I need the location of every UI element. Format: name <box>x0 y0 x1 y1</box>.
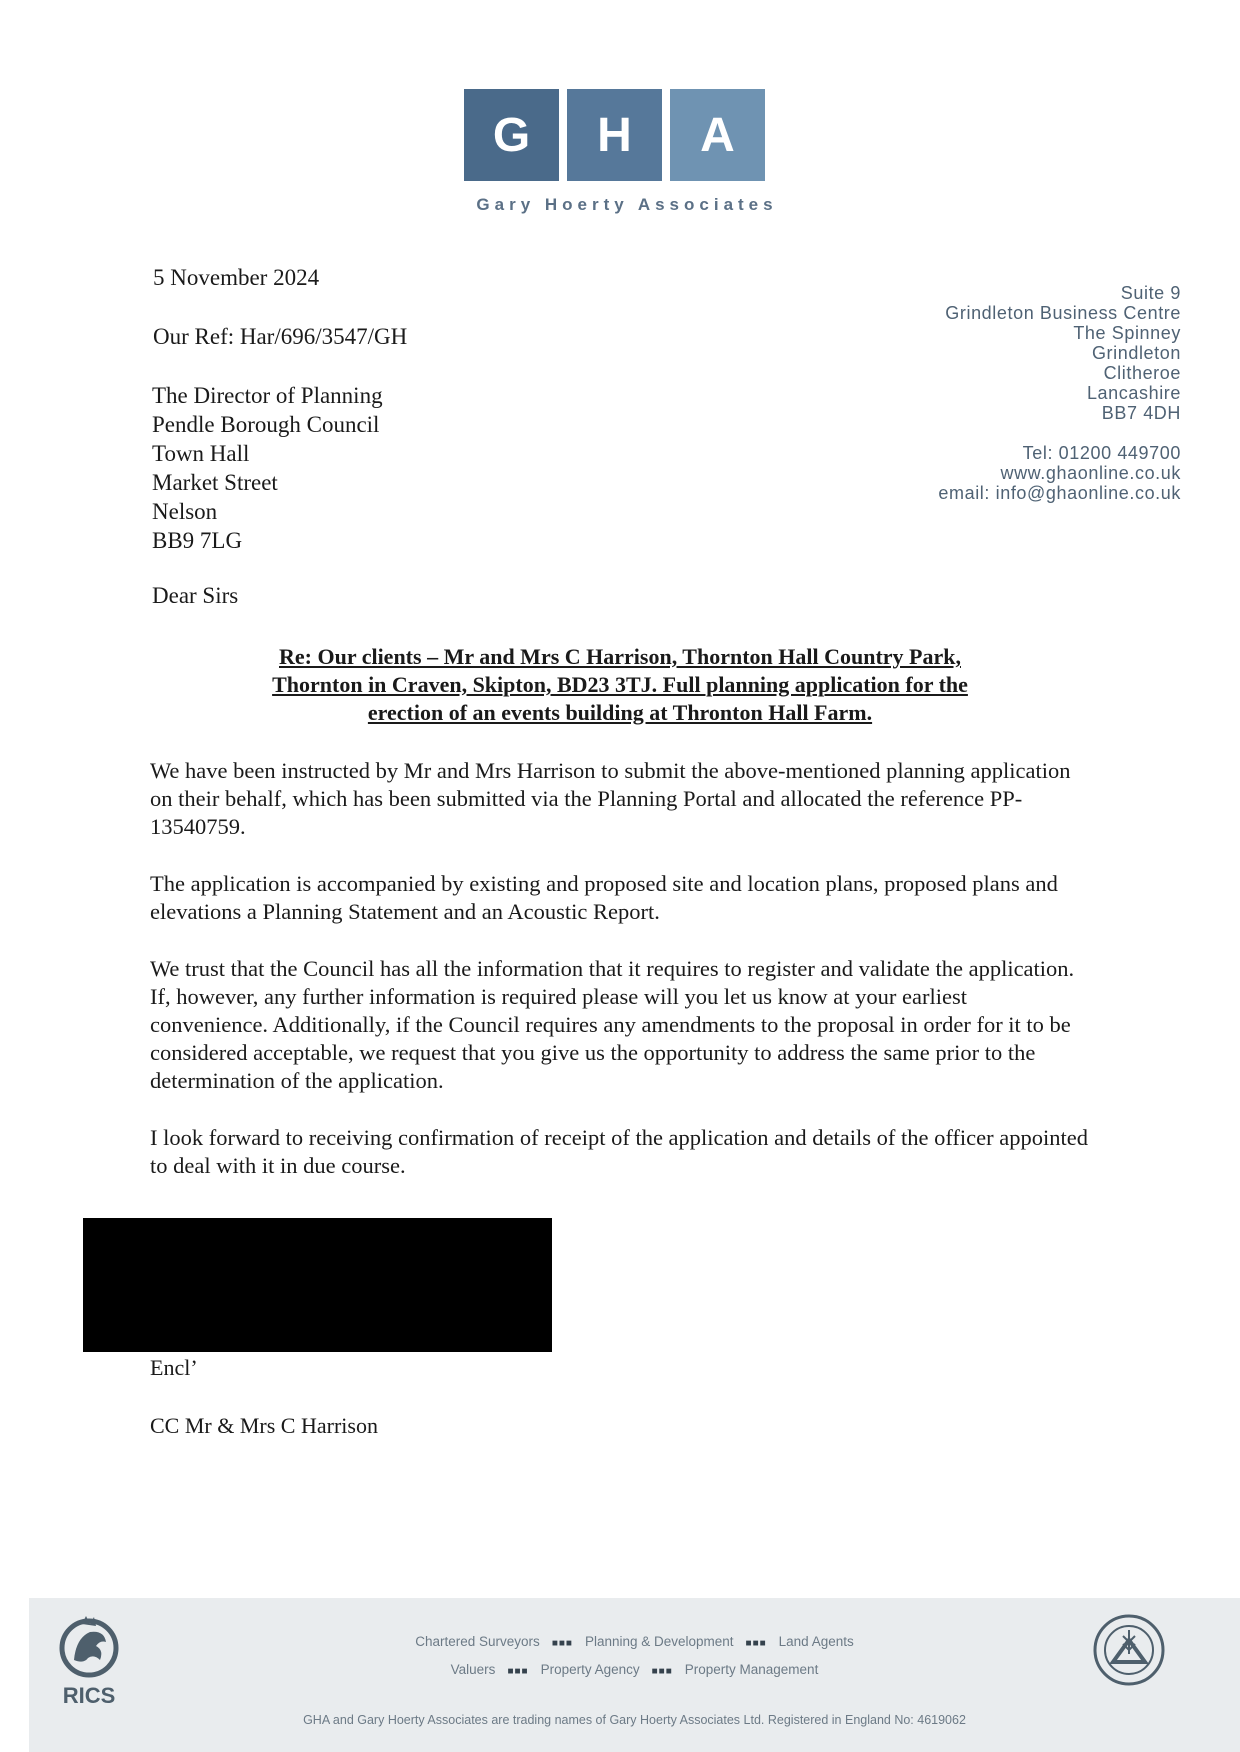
subject-line: Re: Our clients – Mr and Mrs C Harrison, Thornton Hall Country Park, <box>279 644 961 669</box>
services-row-2 <box>29 1662 1240 1677</box>
service-label: Land Agents <box>778 1634 854 1649</box>
rics-label: RICS <box>62 1683 116 1708</box>
logo-letter-a: A <box>670 89 765 181</box>
sender-line: Clitheroe <box>1103 363 1181 383</box>
redacted-signature <box>83 1218 552 1352</box>
recipient-line: The Director of Planning <box>152 383 383 408</box>
sender-line: The Spinney <box>1073 323 1181 343</box>
service-label: Property Agency <box>540 1662 640 1677</box>
service-label: Valuers <box>450 1662 496 1677</box>
sender-line: Grindleton Business Centre <box>945 303 1181 323</box>
subject-line: Thornton in Craven, Skipton, BD23 3TJ. Full planning application for the <box>272 672 968 697</box>
letter-reference: Our Ref: Har/696/3547/GH <box>153 324 408 349</box>
body-paragraph: We have been instructed by Mr and Mrs Harrison to submit the above-mentioned planning application on their behalf, which has been submitted via the Planning Portal and allocated the reference PP-13540759. <box>150 758 1071 839</box>
logo-letter-h: H <box>567 89 662 181</box>
registration-text: GHA and Gary Hoerty Associates are trading names of Gary Hoerty Associates Ltd. Registered in England No: 4619062 <box>303 1713 966 1727</box>
sender-line: Suite 9 <box>1120 283 1181 303</box>
separator-icon: ■■■ <box>551 1638 573 1649</box>
accreditation-badge-icon <box>1089 1610 1169 1690</box>
recipient-line: Town Hall <box>152 441 250 466</box>
services-row-1 <box>29 1634 1240 1649</box>
sender-website: www.ghaonline.co.uk <box>1000 463 1181 483</box>
subject-line: erection of an events building at Thronton Hall Farm. <box>367 700 873 725</box>
enclosure-note: Encl’ <box>150 1355 198 1380</box>
logo-tagline: Gary Hoerty Associates <box>476 195 778 214</box>
letter-date: 5 November 2024 <box>153 265 320 290</box>
sender-email: email: info@ghaonline.co.uk <box>938 483 1181 503</box>
sender-telephone: Tel: 01200 449700 <box>1022 443 1181 463</box>
body-paragraph: The application is accompanied by existing and proposed site and location plans, proposed plans and elevations a Planning Statement and an Acoustic Report. <box>150 871 1058 924</box>
separator-icon: ■■■ <box>507 1666 529 1677</box>
recipient-line: BB9 7LG <box>152 528 243 553</box>
service-label: Planning & Development <box>584 1634 734 1649</box>
subject-heading <box>150 643 1090 727</box>
logo-letter-g: G <box>464 89 559 181</box>
sender-line: Grindleton <box>1091 343 1181 363</box>
sender-address <box>938 283 1181 503</box>
company-logo <box>464 89 790 219</box>
recipient-address <box>152 381 383 555</box>
salutation: Dear Sirs <box>152 583 239 608</box>
recipient-line: Market Street <box>152 470 278 495</box>
separator-icon: ■■■ <box>651 1666 673 1677</box>
body-paragraph: We trust that the Council has all the information that it requires to register and validate the application. If, however, any further information is required please will you let us know at your earliest convenience. Additionally, if the Council requires any amendments to the proposal in order for it to be considered acceptable, we request that you give us the opportunity to address the same prior to the determination of the application. <box>150 956 1075 1093</box>
cc-note: CC Mr & Mrs C Harrison <box>150 1413 378 1438</box>
letterhead-footer <box>29 1598 1240 1752</box>
service-label: Property Management <box>684 1662 819 1677</box>
body-paragraph: I look forward to receiving confirmation of receipt of the application and details of the officer appointed to deal with it in due course. <box>150 1125 1088 1178</box>
recipient-line: Pendle Borough Council <box>152 412 380 437</box>
service-label: Chartered Surveyors <box>415 1634 540 1649</box>
sender-line: BB7 4DH <box>1101 403 1181 423</box>
recipient-line: Nelson <box>152 499 218 524</box>
separator-icon: ■■■ <box>745 1638 767 1649</box>
letter-body <box>150 757 1090 1209</box>
sender-line: Lancashire <box>1086 383 1181 403</box>
